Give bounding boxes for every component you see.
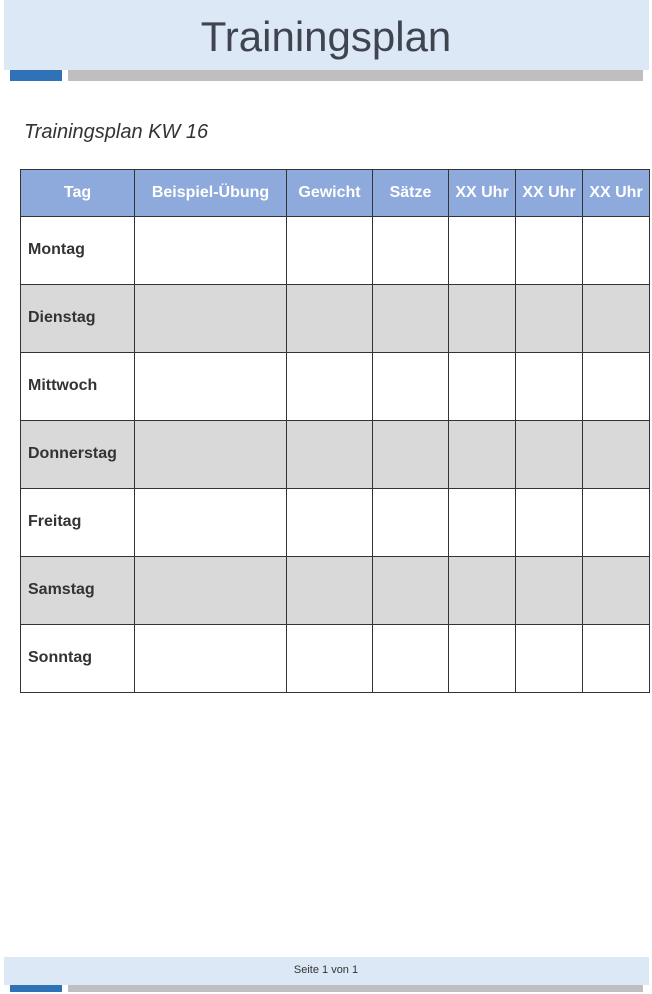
table-row <box>21 625 650 693</box>
table-header-row <box>21 170 650 217</box>
table-cell[interactable] <box>373 285 449 353</box>
table-cell[interactable] <box>287 557 373 625</box>
table-cell[interactable] <box>373 353 449 421</box>
table-cell[interactable] <box>583 217 650 285</box>
table-cell[interactable] <box>287 625 373 693</box>
table-cell[interactable] <box>135 421 287 489</box>
table-cell[interactable] <box>135 489 287 557</box>
table-row <box>21 353 650 421</box>
training-table <box>20 169 650 693</box>
table-cell[interactable] <box>373 489 449 557</box>
column-header: Tag <box>21 170 135 217</box>
footer-accent-gray <box>68 985 643 992</box>
table-cell[interactable] <box>449 557 516 625</box>
table-cell[interactable] <box>449 217 516 285</box>
table-cell[interactable] <box>287 217 373 285</box>
table-cell[interactable] <box>287 353 373 421</box>
table-cell[interactable] <box>449 421 516 489</box>
table-cell[interactable] <box>449 625 516 693</box>
day-cell: Sonntag <box>21 625 135 693</box>
plan-subtitle: Trainingsplan KW 16 <box>24 121 209 143</box>
table-cell[interactable] <box>583 489 650 557</box>
table-cell[interactable] <box>449 489 516 557</box>
table-cell[interactable] <box>583 421 650 489</box>
table-cell[interactable] <box>287 421 373 489</box>
page-title: Trainingsplan <box>200 13 452 60</box>
table-row <box>21 285 650 353</box>
table-cell[interactable] <box>135 217 287 285</box>
table-cell[interactable] <box>135 625 287 693</box>
table-cell[interactable] <box>516 557 583 625</box>
column-header: XX Uhr <box>583 170 650 217</box>
table-cell[interactable] <box>135 285 287 353</box>
table-cell[interactable] <box>373 625 449 693</box>
column-header: XX Uhr <box>449 170 516 217</box>
footer-accent-blue <box>10 985 62 992</box>
column-header: Sätze <box>373 170 449 217</box>
column-header: Beispiel-Übung <box>135 170 287 217</box>
day-cell: Dienstag <box>21 285 135 353</box>
day-cell: Montag <box>21 217 135 285</box>
table-cell[interactable] <box>583 557 650 625</box>
day-cell: Freitag <box>21 489 135 557</box>
day-cell: Mittwoch <box>21 353 135 421</box>
table-cell[interactable] <box>135 353 287 421</box>
column-header: Gewicht <box>287 170 373 217</box>
table-cell[interactable] <box>583 353 650 421</box>
table-cell[interactable] <box>373 557 449 625</box>
table-row <box>21 217 650 285</box>
table-row <box>21 489 650 557</box>
table-cell[interactable] <box>516 421 583 489</box>
table-cell[interactable] <box>516 285 583 353</box>
table-cell[interactable] <box>287 489 373 557</box>
table-cell[interactable] <box>516 489 583 557</box>
table-cell[interactable] <box>135 557 287 625</box>
table-cell[interactable] <box>373 217 449 285</box>
page-number: Seite 1 von 1 <box>293 964 359 976</box>
table-cell[interactable] <box>516 625 583 693</box>
table-row <box>21 421 650 489</box>
table-cell[interactable] <box>583 625 650 693</box>
table-cell[interactable] <box>449 285 516 353</box>
table-cell[interactable] <box>287 285 373 353</box>
day-cell: Samstag <box>21 557 135 625</box>
table-cell[interactable] <box>449 353 516 421</box>
header-accent-blue <box>10 70 62 81</box>
table-cell[interactable] <box>516 217 583 285</box>
table-cell[interactable] <box>516 353 583 421</box>
table-cell[interactable] <box>373 421 449 489</box>
table-cell[interactable] <box>583 285 650 353</box>
header-accent-gray <box>68 70 643 81</box>
column-header: XX Uhr <box>516 170 583 217</box>
table-row <box>21 557 650 625</box>
day-cell: Donnerstag <box>21 421 135 489</box>
